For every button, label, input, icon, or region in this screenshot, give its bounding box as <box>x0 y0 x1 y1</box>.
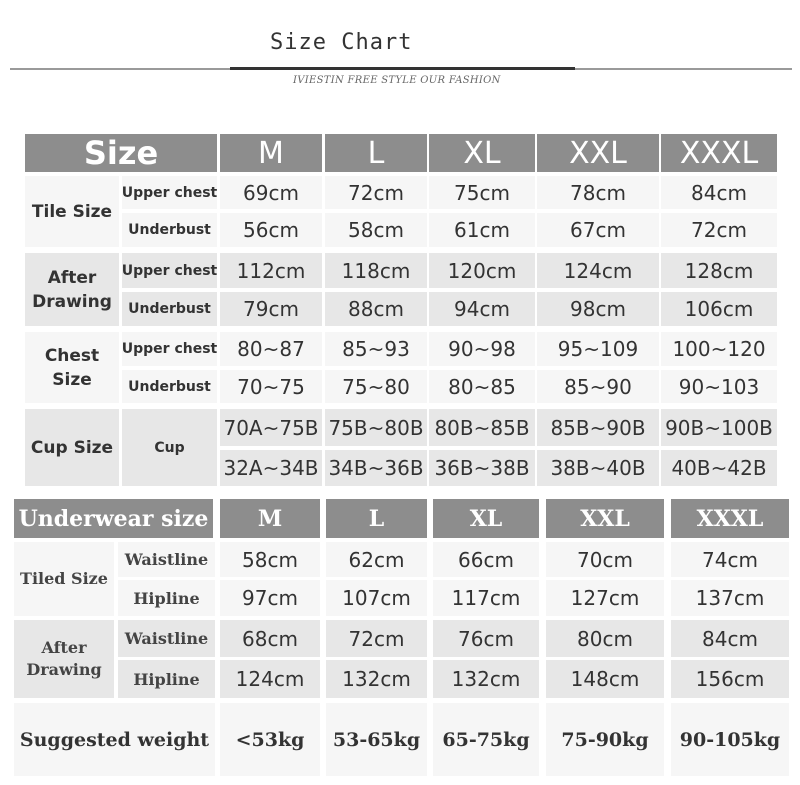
table-cell: 70cm <box>546 542 664 577</box>
row-sub-label: Underbust <box>122 370 217 403</box>
table-cell: 100~120 <box>661 332 777 366</box>
table-cell: 36B~38B <box>429 450 535 486</box>
table-cell: 90~98 <box>429 332 535 366</box>
table-cell: 132cm <box>326 660 427 698</box>
table-cell: 76cm <box>433 620 539 657</box>
brand-tagline: IVIESTIN FREE STYLE OUR FASHION <box>293 75 501 86</box>
table-cell: 132cm <box>433 660 539 698</box>
table-cell: 75cm <box>429 176 535 209</box>
size-header-l: L <box>325 134 427 172</box>
row-group-label: Tile Size <box>25 176 119 247</box>
table-cell: 58cm <box>220 542 320 577</box>
underwear-header-l: L <box>326 499 427 538</box>
table-cell: 84cm <box>671 620 789 657</box>
table-cell: 118cm <box>325 253 427 288</box>
row-group-label: After Drawing <box>14 620 114 698</box>
table-cell: 72cm <box>325 176 427 209</box>
underwear-header-m: M <box>220 499 320 538</box>
table-cell: 67cm <box>537 213 659 247</box>
table-cell: 80~85 <box>429 370 535 403</box>
size-header-m: M <box>220 134 322 172</box>
row-sub-label: Cup <box>122 409 217 486</box>
underwear-header-corner: Underwear size <box>14 499 213 538</box>
table-cell: 94cm <box>429 292 535 326</box>
table-cell: 38B~40B <box>537 450 659 486</box>
table-cell: 56cm <box>220 213 322 247</box>
table-cell: 80cm <box>546 620 664 657</box>
table-cell: 90B~100B <box>661 409 777 446</box>
table-cell: 84cm <box>661 176 777 209</box>
underwear-header-xl: XL <box>433 499 539 538</box>
size-header-corner: Size <box>25 134 217 172</box>
table-cell: 120cm <box>429 253 535 288</box>
table-cell: 74cm <box>671 542 789 577</box>
table-cell: 107cm <box>326 580 427 616</box>
table-cell: 88cm <box>325 292 427 326</box>
size-header-xxl: XXL <box>537 134 659 172</box>
row-sub-label: Underbust <box>122 213 217 247</box>
table-cell: 70A~75B <box>220 409 322 446</box>
table-cell: 72cm <box>326 620 427 657</box>
table-cell: 62cm <box>326 542 427 577</box>
table-cell: 112cm <box>220 253 322 288</box>
row-group-label: After Drawing <box>25 253 119 326</box>
table-cell: 137cm <box>671 580 789 616</box>
row-group-label: Chest Size <box>25 332 119 403</box>
table-cell: 95~109 <box>537 332 659 366</box>
size-header-xxxl: XXXL <box>661 134 777 172</box>
size-header-xl: XL <box>429 134 535 172</box>
table-cell: 66cm <box>433 542 539 577</box>
table-cell: 106cm <box>661 292 777 326</box>
row-sub-label: Underbust <box>122 292 217 326</box>
table-cell: 148cm <box>546 660 664 698</box>
table-cell: 69cm <box>220 176 322 209</box>
page-title: Size Chart <box>270 30 413 55</box>
row-group-label: Cup Size <box>25 409 119 486</box>
table-cell: 128cm <box>661 253 777 288</box>
table-cell: 75B~80B <box>325 409 427 446</box>
underwear-header-xxxl: XXXL <box>671 499 789 538</box>
header-divider-accent <box>230 67 575 70</box>
row-sub-label: Waistline <box>118 620 215 657</box>
table-cell: 78cm <box>537 176 659 209</box>
table-cell: 156cm <box>671 660 789 698</box>
table-cell: 97cm <box>220 580 320 616</box>
table-cell: 124cm <box>537 253 659 288</box>
weight-cell: 90-105kg <box>671 703 789 776</box>
table-cell: 85~90 <box>537 370 659 403</box>
table-cell: 79cm <box>220 292 322 326</box>
table-cell: 80~87 <box>220 332 322 366</box>
table-cell: 85B~90B <box>537 409 659 446</box>
row-sub-label: Hipline <box>118 580 215 616</box>
table-cell: 68cm <box>220 620 320 657</box>
table-cell: 85~93 <box>325 332 427 366</box>
table-cell: 72cm <box>661 213 777 247</box>
table-cell: 34B~36B <box>325 450 427 486</box>
table-cell: 75~80 <box>325 370 427 403</box>
weight-cell: <53kg <box>220 703 320 776</box>
row-sub-label: Upper chest <box>122 176 217 209</box>
table-cell: 80B~85B <box>429 409 535 446</box>
row-group-label: Tiled Size <box>14 542 114 616</box>
table-cell: 40B~42B <box>661 450 777 486</box>
underwear-header-xxl: XXL <box>546 499 664 538</box>
table-cell: 98cm <box>537 292 659 326</box>
suggested-weight-label: Suggested weight <box>14 703 215 776</box>
table-cell: 124cm <box>220 660 320 698</box>
table-cell: 90~103 <box>661 370 777 403</box>
row-sub-label: Upper chest <box>122 253 217 288</box>
row-sub-label: Waistline <box>118 542 215 577</box>
weight-cell: 53-65kg <box>326 703 427 776</box>
table-cell: 127cm <box>546 580 664 616</box>
table-cell: 32A~34B <box>220 450 322 486</box>
table-cell: 61cm <box>429 213 535 247</box>
table-cell: 117cm <box>433 580 539 616</box>
row-sub-label: Upper chest <box>122 332 217 366</box>
weight-cell: 75-90kg <box>546 703 664 776</box>
weight-cell: 65-75kg <box>433 703 539 776</box>
table-cell: 70~75 <box>220 370 322 403</box>
row-sub-label: Hipline <box>118 660 215 698</box>
table-cell: 58cm <box>325 213 427 247</box>
